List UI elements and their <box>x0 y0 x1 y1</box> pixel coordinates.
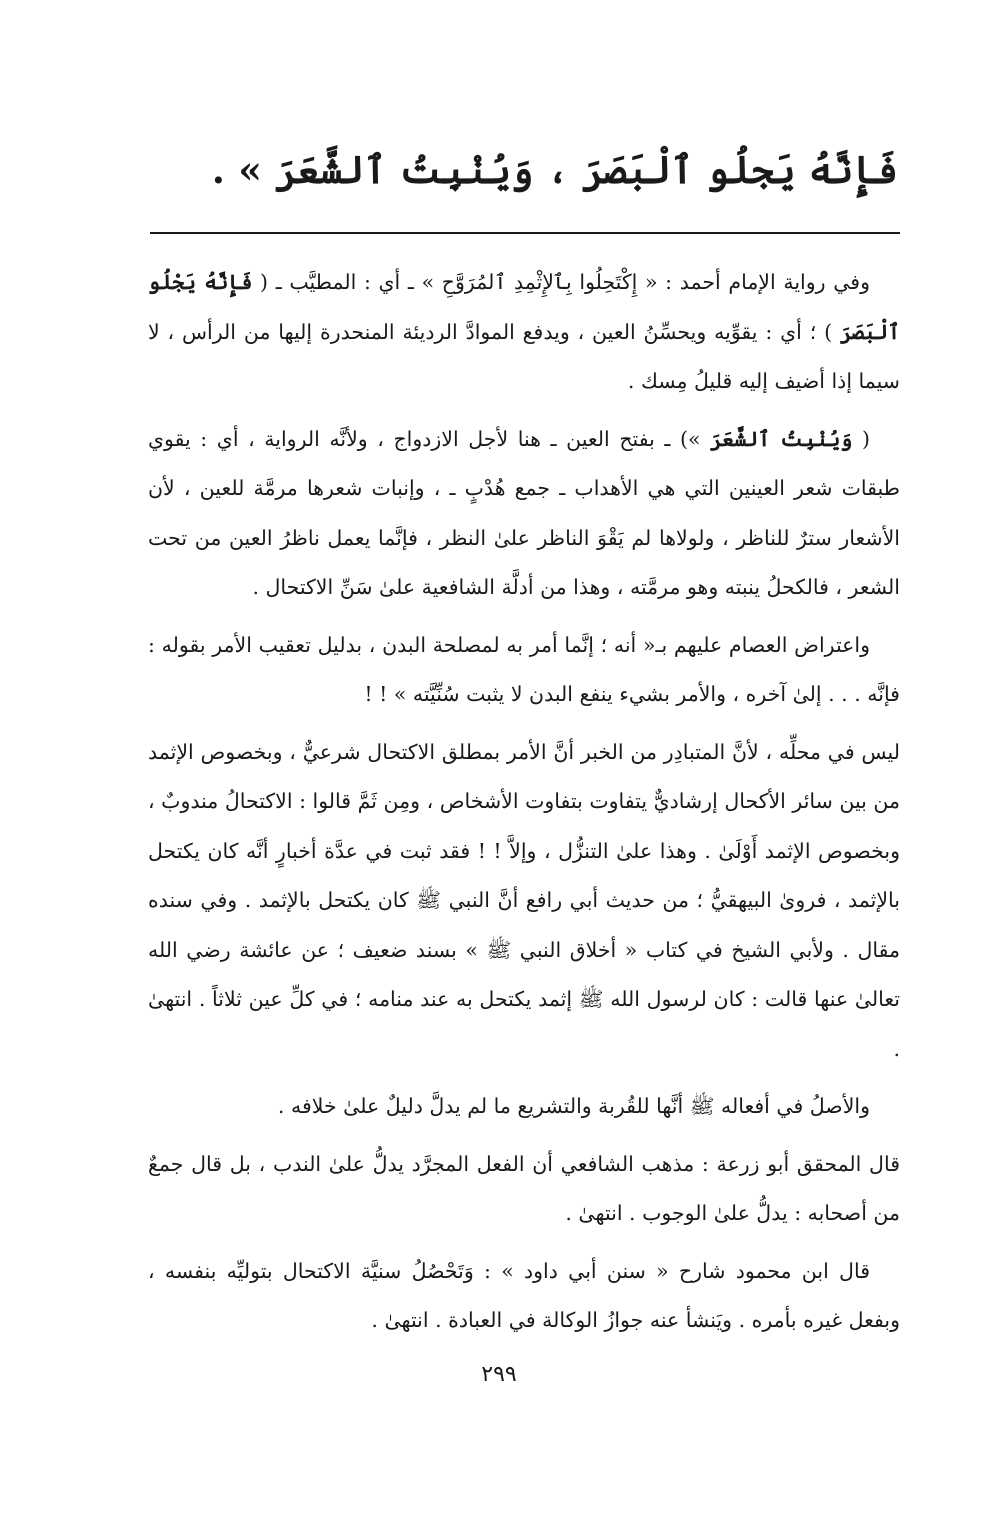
p1-explanation: ) ؛ أي : يقوِّيه ويحسِّنُ العين ، ويدفع الموادَّ الرديئة المنحدرة إليها من الرأس ، لا سيما إذا أضيف إليه قليلُ مِسك . <box>148 319 900 393</box>
commentary-paragraph-2 <box>148 415 900 613</box>
page-number: ٢٩٩ <box>481 1362 517 1387</box>
commentary-body <box>148 258 900 1354</box>
commentary-paragraph-1 <box>148 258 900 407</box>
commentary-paragraph-3: واعتراض العصام عليهم بـ« أنه ؛ إنَّما أمر به لمصلحة البدن ، بدليل تعقيب الأمر بقوله : فإنَّه . . . إلىٰ آخره ، والأمر بشيء ينفع البدن لا يثبت سُنِّيَّته » ! ! <box>148 632 900 706</box>
p2-quoted-phrase: وَيُنْبِتُ ٱلشَّعَرَ <box>710 426 853 451</box>
commentary-paragraph-4: ليس في محلِّه ، لأنَّ المتبادِر من الخبر أنَّ الأمر بمطلق الاكتحال شرعيٌّ ، وبخصوص الإثمد من بين سائر الأكحال إرشاديٌّ يتفاوت بتفاوت الأشخاص ، ومِن ثَمَّ قالوا : الاكتحالُ مندوبٌ ، وبخصوص الإثمد أَوْلَىٰ . وهذا علىٰ التنزُّل ، وإلاَّ ! ! فقد ثبت في عدَّة أخبارٍ أنَّه كان يكتحل بالإثمد ، فروىٰ البيهقيُّ ؛ من حديث أبي رافع أنَّ النبي ﷺ كان يكتحل بالإثمد . وفي سنده مقال . ولأبي الشيخ في كتاب « أخلاق النبي ﷺ » بسند ضعيف ؛ عن عائشة رضي الله تعالىٰ عنها قالت : كان لرسول الله ﷺ إثمد يكتحل به عند منامه ؛ في كلِّ عين ثلاثاً . انتهىٰ . <box>148 739 900 1061</box>
p2-open: ( <box>852 426 870 451</box>
commentary-paragraph-6: قال المحقق أبو زرعة : مذهب الشافعي أن الفعل المجرَّد يدلُّ علىٰ الندب ، بل قال جمعٌ من أصحابه : يدلُّ علىٰ الوجوب . انتهىٰ . <box>148 1151 900 1225</box>
commentary-paragraph-7: قال ابن محمود شارح « سنن أبي داود » : وَتَحْصُلُ سنيَّة الاكتحال بتوليِّه بنفسه ، وبفعل غيره بأمره . ويَنشأ عنه جوازُ الوكالة في العبادة . انتهىٰ . <box>148 1258 900 1332</box>
hadith-text: فَإِنَّهُ يَجلُو ٱلْبَصَرَ ، وَيُنْبِتُ ٱلشَّعَرَ » . <box>211 147 898 192</box>
separator-rule <box>150 232 900 234</box>
p2-explanation: ») ـ بفتح العين ـ هنا لأجل الازدواج ، ولأنَّه الرواية ، أي : يقوي طبقات شعر العينين التي هي الأهداب ـ جمع هُدْبٍ ـ ، وإنبات شعرها مرمَّة للعين ، لأن الأشعار سترٌ للناظر ، ولولاها لم يَقْوَ الناظر علىٰ النظر ، فإنَّما يعمل ناظرُ العين من تحت الشعر ، فالكحلُ ينبته وهو مرمَّته ، وهذا من أدلَّة الشافعية علىٰ سَنِّ الاكتحال . <box>148 426 900 599</box>
commentary-paragraph-5: والأصلُ في أفعاله ﷺ أنَّها للقُربة والتشريع ما لم يدلَّ دليلٌ علىٰ خلافه . <box>277 1094 870 1118</box>
p1-quoted-phrase: فَإِنَّهُ يَجْلُو ٱلْبَصَرَ <box>148 270 900 344</box>
p1-intro: وفي رواية الإمام أحمد : « إِكْتَحِلُوا بِٱلإِثْمِدِ ٱلمُرَوَّحِ » ـ أي : المطيَّب ـ ( <box>252 270 870 294</box>
